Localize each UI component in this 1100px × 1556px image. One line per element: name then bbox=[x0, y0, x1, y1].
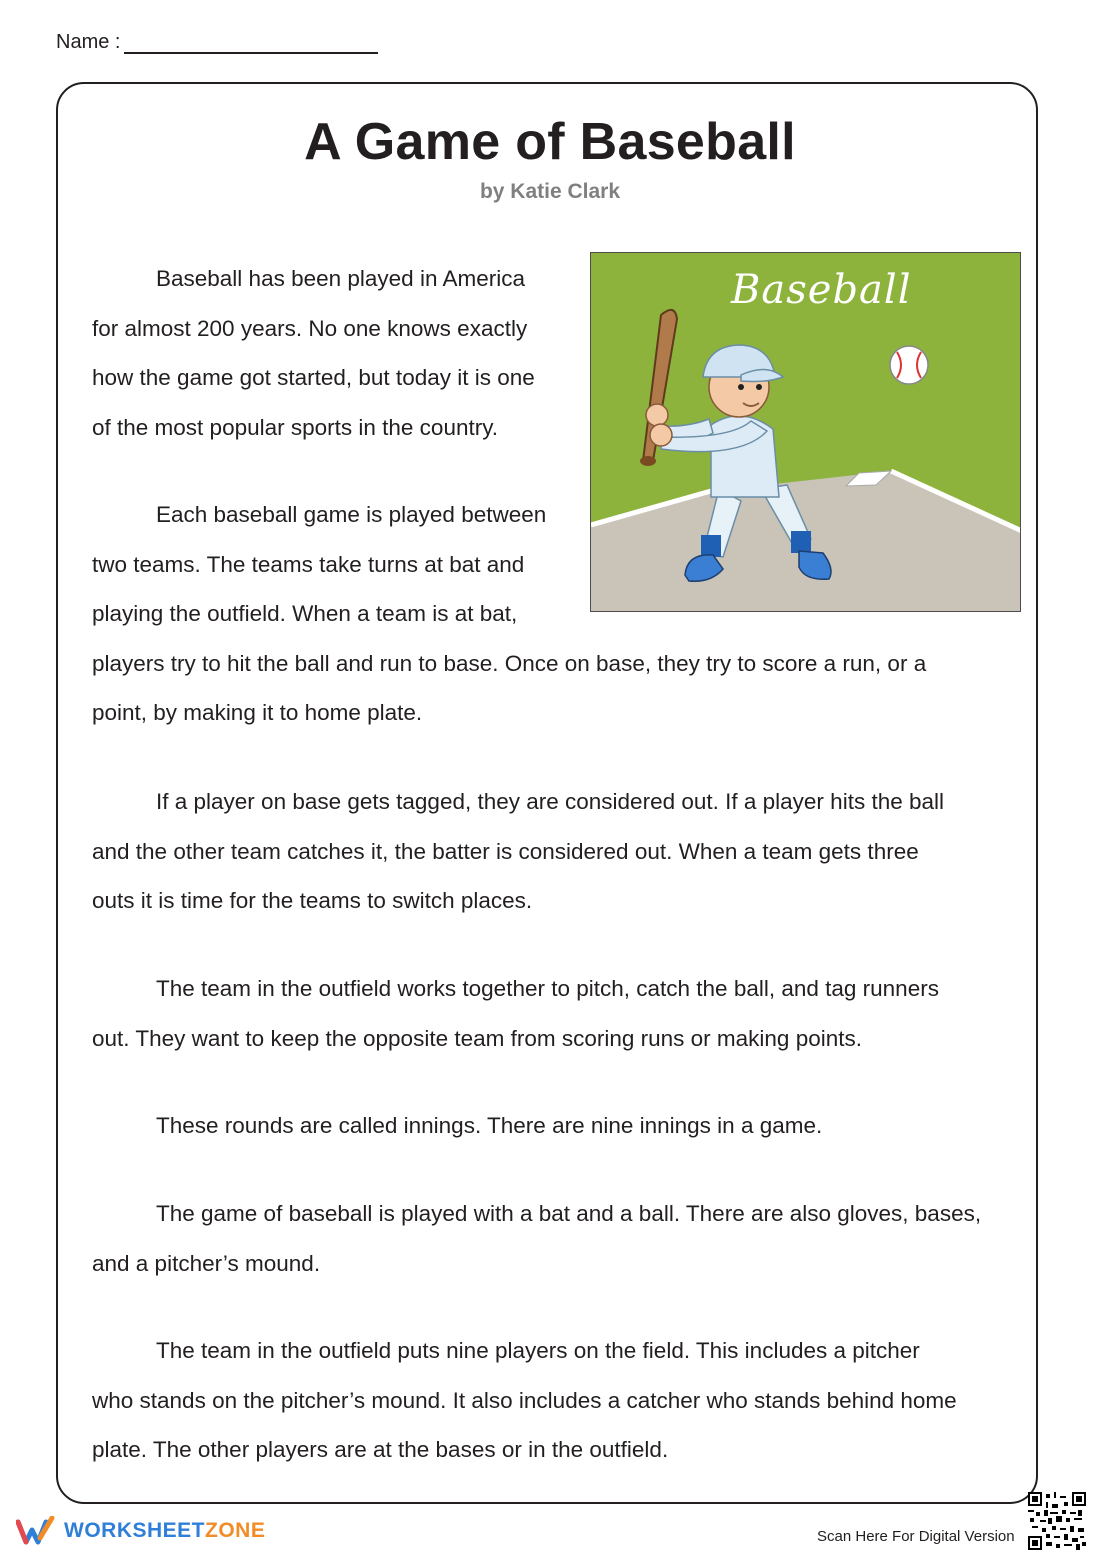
paragraph-line: two teams. The teams take turns at bat and bbox=[92, 551, 525, 577]
scan-instruction: Scan Here For Digital Version bbox=[817, 1528, 1015, 1545]
paragraph-7 bbox=[92, 1326, 957, 1475]
paragraph-3 bbox=[92, 777, 944, 926]
paragraph-line: who stands on the pitcher’s mound. It also includes a catcher who stands behind home bbox=[92, 1387, 957, 1413]
name-label: Name : bbox=[56, 31, 121, 53]
paragraph-line: and a pitcher’s mound. bbox=[92, 1250, 321, 1276]
paragraph-line: of the most popular sports in the country. bbox=[92, 414, 499, 440]
paragraph-line: outs it is time for the teams to switch places. bbox=[92, 888, 533, 913]
paragraph-4 bbox=[92, 964, 939, 1063]
paragraph-line: The team in the outfield puts nine players on the field. This includes a pitcher bbox=[156, 1338, 920, 1363]
paragraph-line: The game of baseball is played with a bat and a ball. There are also gloves, bases, bbox=[156, 1201, 982, 1226]
paragraph-1 bbox=[92, 254, 535, 452]
name-input-line[interactable] bbox=[124, 30, 378, 54]
paragraph-line: The team in the outfield works together to pitch, catch the ball, and tag runners bbox=[156, 976, 939, 1001]
paragraph-line: These rounds are called innings. There are nine innings in a game. bbox=[156, 1113, 823, 1138]
qr-code-icon[interactable] bbox=[1028, 1492, 1086, 1550]
picture-caption: Baseball bbox=[731, 267, 912, 313]
paragraph-line: and the other team catches it, the batter is considered out. When a team gets three bbox=[92, 838, 919, 864]
worksheetzone-logo[interactable] bbox=[16, 1516, 265, 1546]
paragraph-5 bbox=[92, 1101, 822, 1151]
paragraph-line: players try to hit the ball and run to base. Once on base, they try to score a run, or a bbox=[92, 650, 927, 676]
paragraph-line: out. They want to keep the opposite team from scoring runs or making points. bbox=[92, 1025, 862, 1051]
paragraph-line: point, by making it to home plate. bbox=[92, 700, 423, 725]
paragraph-line: how the game got started, but today it is one bbox=[92, 365, 535, 390]
paragraph-line: Each baseball game is played between bbox=[156, 502, 547, 527]
paragraph-6 bbox=[92, 1189, 981, 1288]
brand-name bbox=[64, 1519, 265, 1543]
paragraph-line: playing the outfield. When a team is at bat, bbox=[92, 601, 518, 626]
brand-zone: ZONE bbox=[205, 1519, 266, 1542]
paragraph-line: for almost 200 years. No one knows exactly bbox=[92, 315, 528, 341]
paragraph-line: plate. The other players are at the bases or in the outfield. bbox=[92, 1437, 669, 1462]
page-title: A Game of Baseball bbox=[304, 113, 796, 171]
name-field bbox=[56, 30, 378, 54]
brand-worksheet: WORKSHEET bbox=[64, 1519, 205, 1542]
author-byline: by Katie Clark bbox=[479, 180, 621, 203]
paragraph-2 bbox=[92, 490, 926, 738]
paragraph-line: Baseball has been played in America bbox=[156, 266, 525, 291]
paragraph-line: If a player on base gets tagged, they are considered out. If a player hits the ball bbox=[156, 789, 944, 814]
worksheetzone-w-icon bbox=[16, 1516, 56, 1546]
